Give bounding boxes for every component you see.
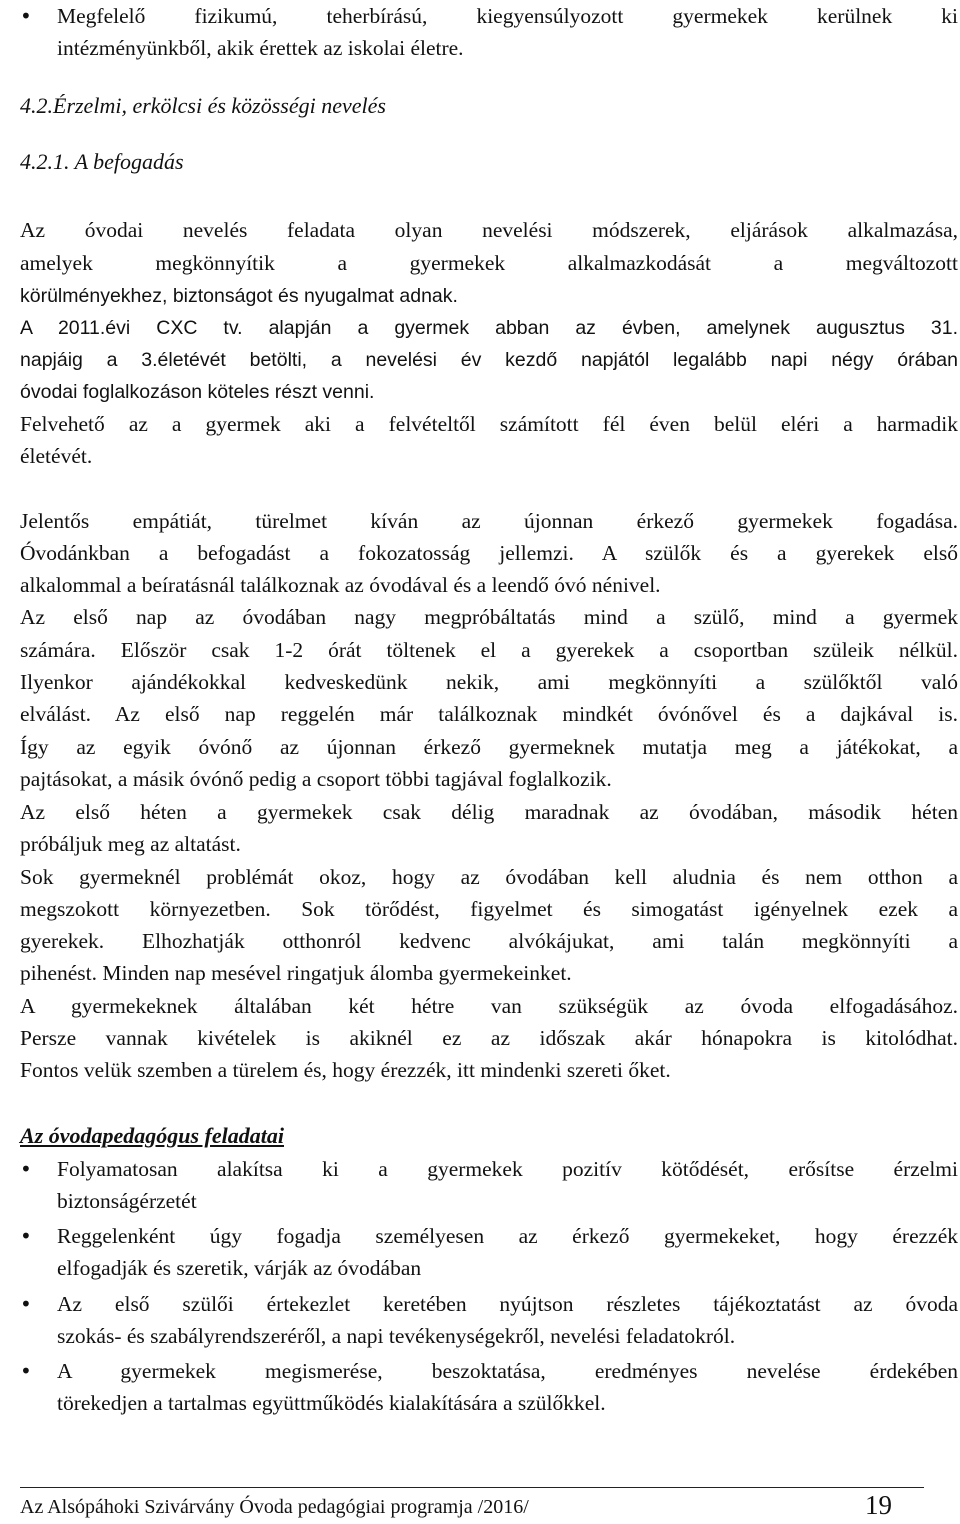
paragraph-line: gyerekek. Elhozhatják otthonról kedvenc alvókájukat, ami talán megkönnyíti a [20, 929, 958, 953]
paragraph-line: Fontos velük szemben a türelem és, hogy érezzék, itt mindenki szereti őket. [20, 1058, 671, 1082]
intro-bullet-line: Megfelelő fizikumú, teherbírású, kiegyensúlyozott gyermekek kerülnek ki [57, 4, 958, 28]
paragraph-line: Felvehető az a gyermek aki a felvételtől számított fél éven belül eléri a harmadik [20, 412, 958, 436]
tasks-heading: Az óvodapedagógus feladatai [20, 1123, 284, 1148]
bullet-icon: • [20, 1359, 32, 1383]
paragraph-line: A gyermekeknek általában két hétre van szükségük az óvoda elfogadásához. [20, 994, 958, 1018]
task-item-line: törekedjen a tartalmas együttműködés kialakítására a szülőkkel. [57, 1391, 606, 1415]
subsection-heading: 4.2.1. A befogadás [20, 149, 184, 174]
paragraph-line: próbáljuk meg az altatást. [20, 832, 241, 856]
task-item-line: elfogadják és szeretik, várják az óvodában [57, 1256, 422, 1280]
task-item-line: szokás- és szabályrendszeréről, a napi tevékenységekről, nevelési feladatokról. [57, 1324, 736, 1348]
task-item-line: Az első szülői értekezlet keretében nyújtson részletes tájékoztatást az óvoda [57, 1292, 958, 1316]
paragraph-line: alkalommal a beíratásnál találkoznak az óvodával és a leendő óvó nénivel. [20, 573, 661, 597]
paragraph-line: Sok gyermeknél problémát okoz, hogy az óvodában kell aludnia és nem otthon a [20, 865, 958, 889]
paragraph-line: Az első nap az óvodában nagy megpróbáltatás mind a szülő, mind a gyermek [20, 605, 958, 629]
paragraph-line: Így az egyik óvónő az újonnan érkező gyermeknek mutatja meg a játékokat, a [20, 735, 958, 759]
bullet-icon: • [20, 4, 32, 28]
bullet-icon: • [20, 1157, 32, 1181]
bullet-icon: • [20, 1224, 32, 1248]
bullet-icon: • [20, 1292, 32, 1316]
paragraph-line: A 2011.évi CXC tv. alapján a gyermek abban az évben, amelynek augusztus 31. [20, 317, 958, 339]
paragraph-line: körülményekhez, biztonságot és nyugalmat adnak. [20, 285, 458, 307]
paragraph-line: napjáig a 3.életévét betölti, a nevelési év kezdő napjától legalább napi négy órában [20, 349, 958, 371]
paragraph-line: elválást. Az első nap reggelén már találkoznak mindkét óvónővel és a dajkával is. [20, 702, 958, 726]
footer-divider [20, 1487, 924, 1488]
paragraph-line: amelyek megkönnyítik a gyermekek alkalmazkodását a megváltozott [20, 251, 958, 275]
section-heading: 4.2.Érzelmi, erkölcsi és közösségi nevelés [20, 93, 386, 118]
paragraph-line: Az első héten a gyermekek csak délig maradnak az óvodában, második héten [20, 800, 958, 824]
paragraph-line: Az óvodai nevelés feladata olyan nevelési módszerek, eljárások alkalmazása, [20, 218, 958, 242]
paragraph-line: Persze vannak kivételek is akiknél ez az időszak akár hónapokra is kitolódhat. [20, 1026, 958, 1050]
paragraph-line: óvodai foglalkozáson köteles részt venni. [20, 381, 375, 403]
page-footer [20, 1490, 924, 1524]
paragraph-line: megszokott környezetben. Sok törődést, figyelmet és simogatást igényelnek ezek a [20, 897, 958, 921]
task-item-line: A gyermekek megismerése, beszoktatása, eredményes nevelése érdekében [57, 1359, 958, 1383]
page-number: 19 [865, 1490, 892, 1520]
paragraph-line: pihenést. Minden nap mesével ringatjuk álomba gyermekeinket. [20, 961, 572, 985]
paragraph-line: pajtásokat, a másik óvónő pedig a csoport többi tagjával foglalkozik. [20, 767, 612, 791]
paragraph-line: életévét. [20, 444, 93, 468]
footer-title: Az Alsópáhoki Szivárvány Óvoda pedagógiai programja /2016/ [20, 1496, 529, 1518]
paragraph-line: számára. Először csak 1-2 órát töltenek el a gyerekek a csoportban szüleik nélkül. [20, 638, 958, 662]
paragraph-line: Ilyenkor ajándékokkal kedveskedünk nekik, ami megkönnyíti a szülőktől való [20, 670, 958, 694]
task-item-line: biztonságérzetét [57, 1189, 197, 1213]
paragraph-line: Óvodánkban a befogadást a fokozatosság jellemzi. A szülők és a gyerekek első [20, 541, 958, 565]
intro-bullet-line: intézményünkből, akik érettek az iskolai életre. [57, 36, 464, 60]
paragraph-line: Jelentős empátiát, türelmet kíván az újonnan érkező gyermekek fogadása. [20, 509, 958, 533]
task-item-line: Folyamatosan alakítsa ki a gyermekek pozitív kötődését, erősítse érzelmi [57, 1157, 958, 1181]
task-item-line: Reggelenként úgy fogadja személyesen az érkező gyermekeket, hogy érezzék [57, 1224, 958, 1248]
